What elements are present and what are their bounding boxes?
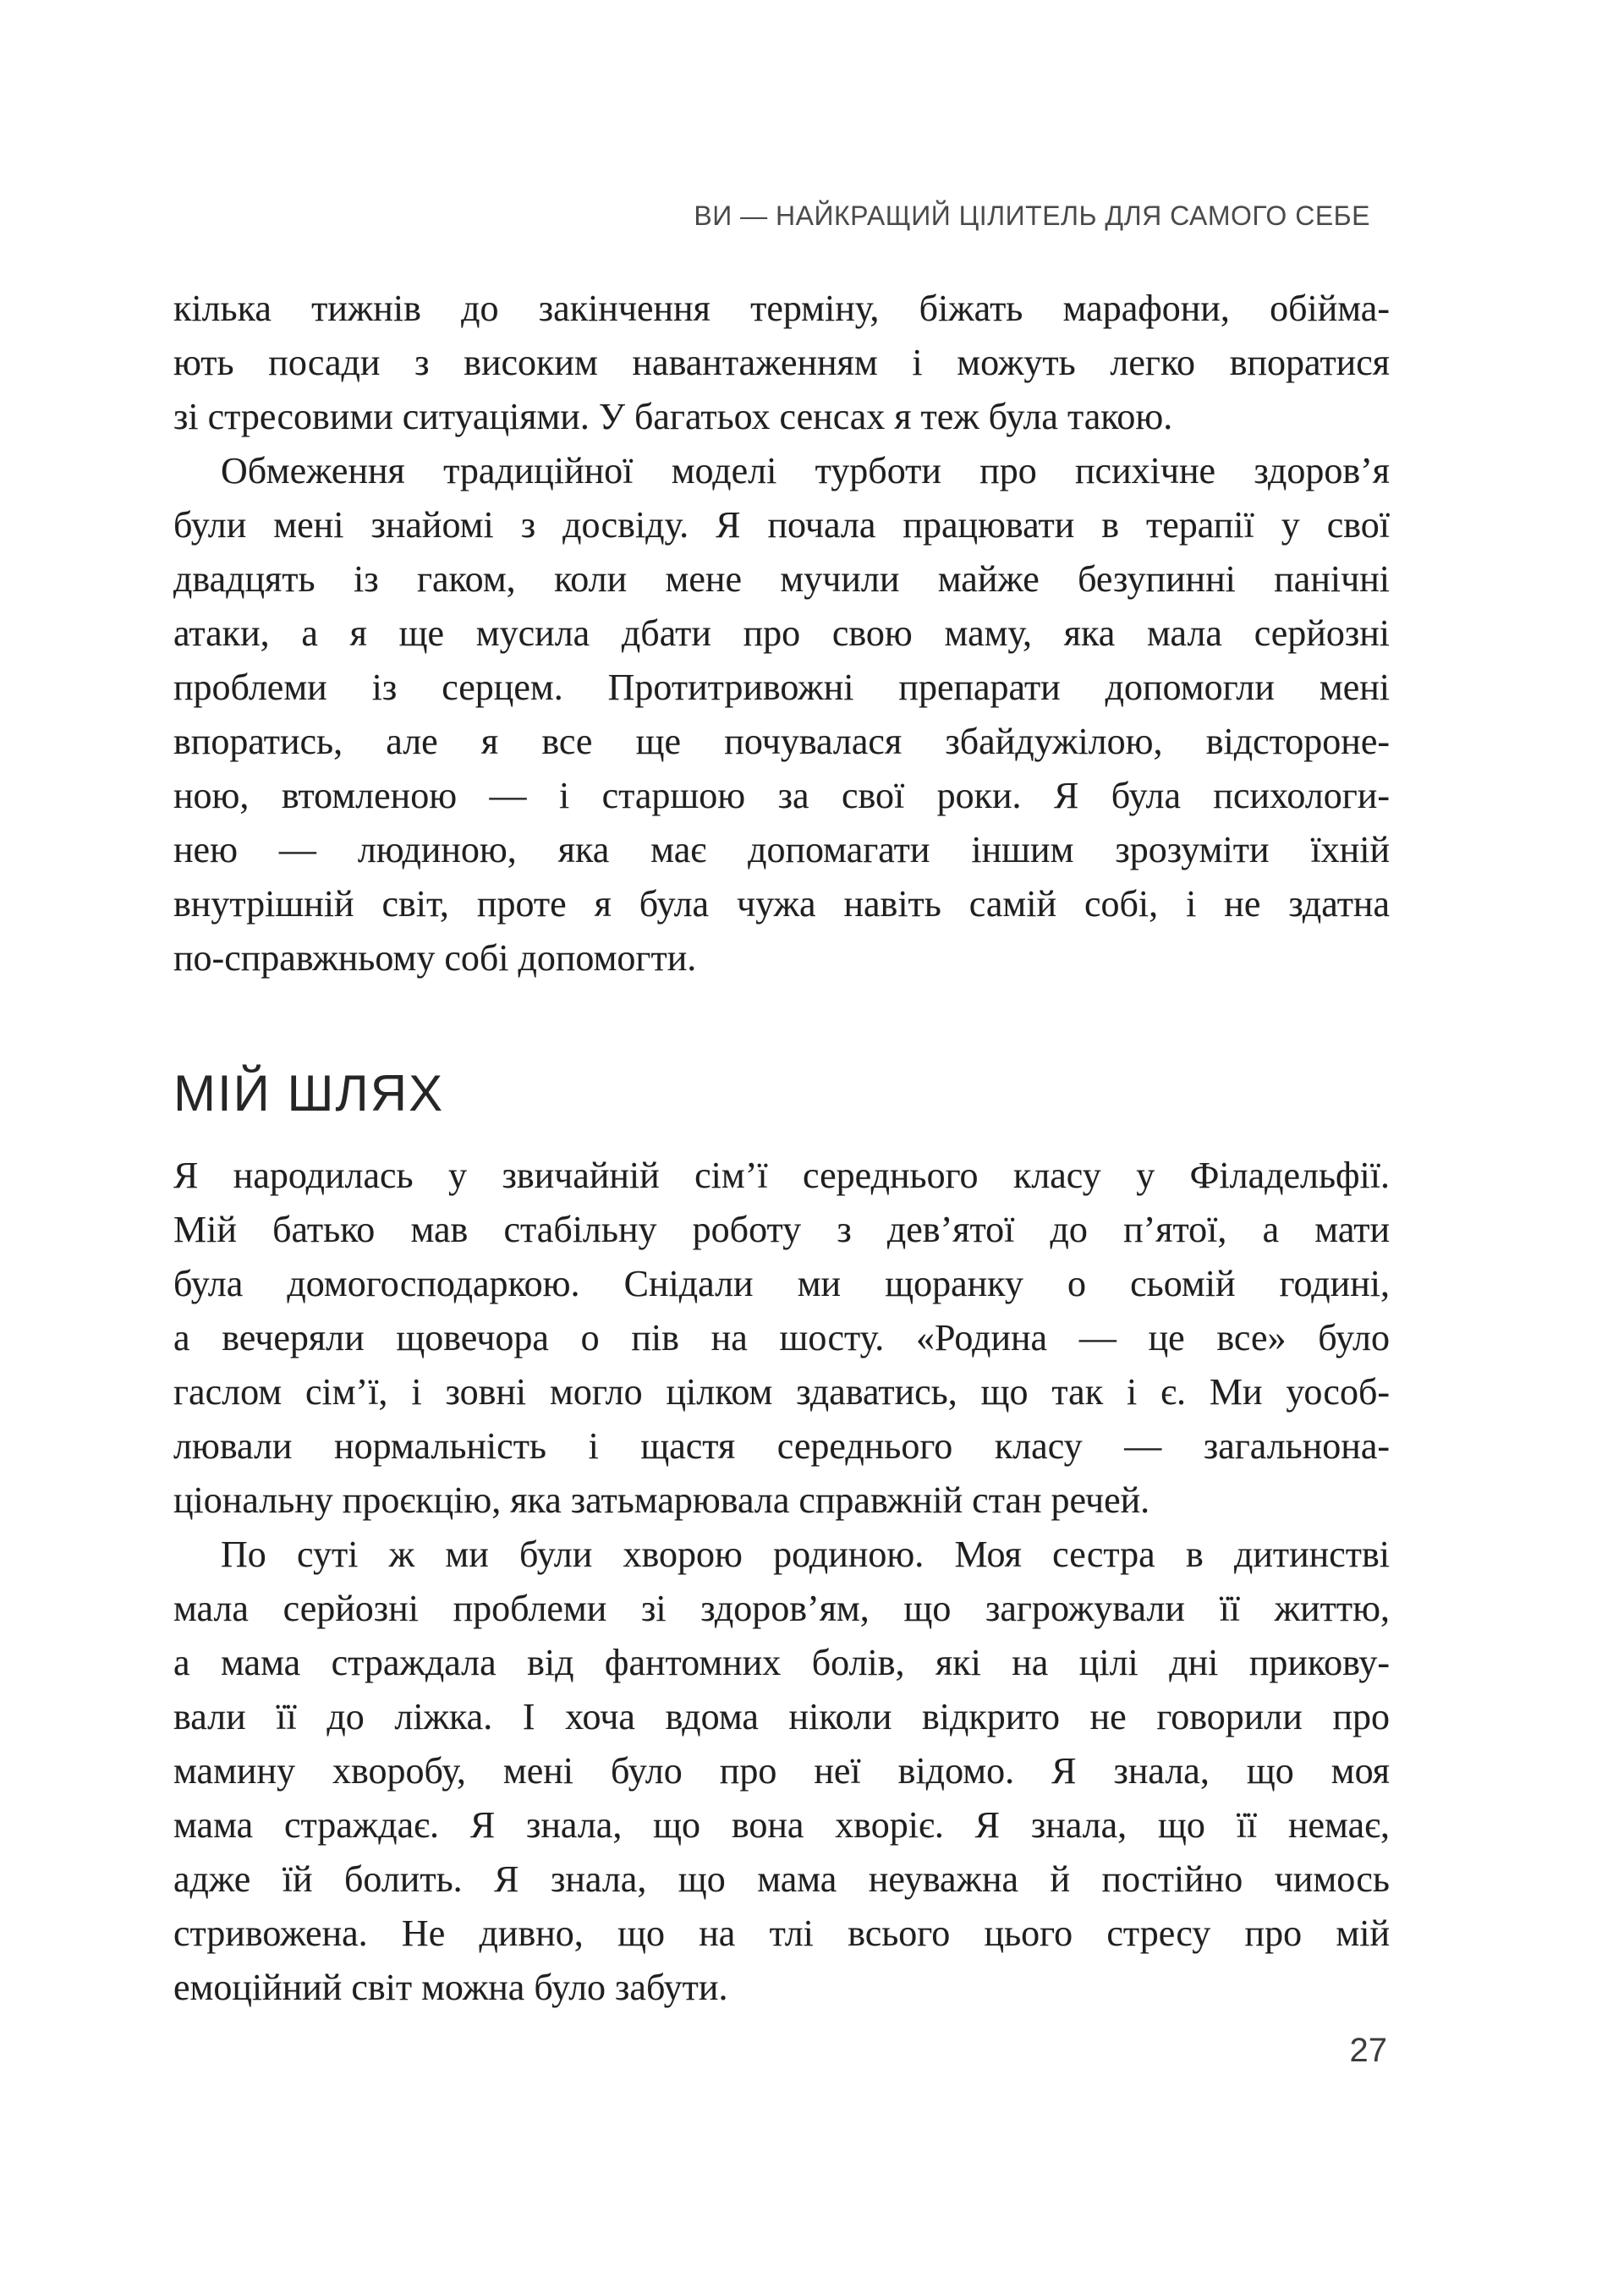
- text-line: вали її до ліжка. І хоча вдома ніколи відкрито не говорили про: [173, 1696, 1390, 1737]
- text-column: [173, 282, 1390, 2015]
- text-line: мамину хворобу, мені було про неї відомо. Я знала, що моя: [173, 1750, 1390, 1792]
- text-line: гаслом сім’ї, і зовні могло цілком здаватись, що так і є. Ми уособ-: [173, 1371, 1390, 1413]
- running-header: ВИ — НАЙКРАЩИЙ ЦІЛИТЕЛЬ ДЛЯ САМОГО СЕБЕ: [694, 200, 1370, 231]
- text-line: Обмеження традиційної моделі турботи про психічне здоров’я: [221, 450, 1390, 491]
- text-line: ють посади з високим навантаженням і можуть легко впоратися: [173, 342, 1390, 383]
- text-line: мала серйозні проблеми зі здоров’ям, що загрожували її життю,: [173, 1588, 1390, 1629]
- text-line: Мій батько мав стабільну роботу з дев’ятої до п’ятої, а мати: [173, 1209, 1390, 1250]
- text-line: двадцять із гаком, коли мене мучили майже безупинні панічні: [173, 558, 1390, 600]
- section-heading: МІЙ ШЛЯХ: [173, 1065, 445, 1122]
- text-line: атаки, а я ще мусила дбати про свою маму, яка мала серйозні: [173, 612, 1390, 654]
- text-line: емоційний світ можна було забути.: [173, 1967, 728, 2008]
- text-line: зі стресовими ситуаціями. У багатьох сенсах я теж була такою.: [173, 396, 1173, 437]
- paragraph: [173, 1149, 1390, 1528]
- text-line: Я народилась у звичайній сім’ї середнього класу у Філадельфії.: [173, 1155, 1390, 1196]
- text-line: нею — людиною, яка має допомагати іншим зрозуміти їхній: [173, 829, 1390, 870]
- paragraph: [173, 444, 1390, 985]
- paragraph: [173, 1528, 1390, 2015]
- text-line: ною, втомленою — і старшою за свої роки. Я була психологи-: [173, 775, 1390, 816]
- text-line: проблеми із серцем. Протитривожні препарати допомогли мені: [173, 667, 1390, 708]
- text-line: стривожена. Не дивно, що на тлі всього цього стресу про мій: [173, 1913, 1390, 1954]
- text-line: лювали нормальність і щастя середнього класу — загальнона-: [173, 1425, 1390, 1467]
- text-line: а мама страждала від фантомних болів, які на цілі дні прикову-: [173, 1642, 1390, 1683]
- text-line: внутрішній світ, проте я була чужа навіть самій собі, і не здатна: [173, 883, 1390, 925]
- text-line: мама страждає. Я знала, що вона хворіє. Я знала, що її немає,: [173, 1804, 1390, 1846]
- text-line: а вечеряли щовечора о пів на шосту. «Родина — це все» було: [173, 1317, 1390, 1358]
- text-line: адже їй болить. Я знала, що мама неуважна й постійно чимось: [173, 1858, 1390, 1900]
- text-line: по-справжньому собі допомогти.: [173, 937, 697, 979]
- text-line: була домогосподаркою. Снідали ми щоранку о сьомій годині,: [173, 1263, 1390, 1304]
- text-line: По суті ж ми були хворою родиною. Моя сестра в дитинстві: [221, 1534, 1390, 1575]
- text-line: були мені знайомі з досвіду. Я почала працювати в терапії у свої: [173, 504, 1390, 546]
- text-line: впоратись, але я все ще почувалася збайдужілою, відстороне-: [173, 721, 1390, 762]
- page-number: 27: [1349, 2032, 1387, 2069]
- text-line: ціональну проєкцію, яка затьмарювала справжній стан речей.: [173, 1479, 1150, 1521]
- text-line: кілька тижнів до закінчення терміну, біжать марафони, обійма-: [173, 288, 1390, 329]
- paragraph: [173, 282, 1390, 444]
